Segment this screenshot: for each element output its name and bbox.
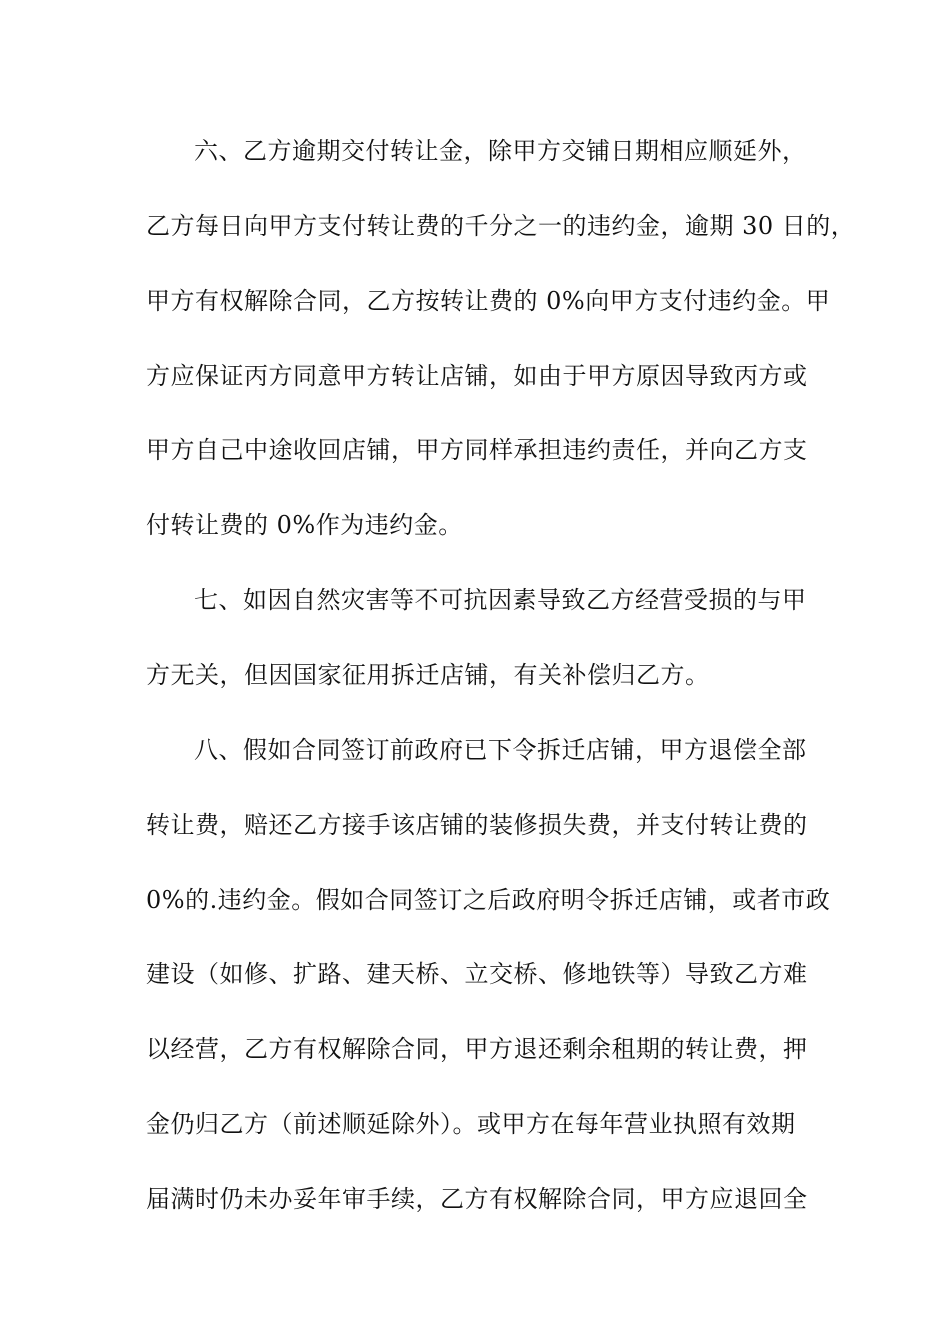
paragraph-8-line-7: 届满时仍未办妥年审手续，乙方有权解除合同，甲方应退回全: [146, 1185, 808, 1213]
paragraph-8-line-3: 0%的.违约金。假如合同签订之后政府明令拆迁店铺，或者市政: [146, 886, 831, 914]
paragraph-7-line-1: 七、如因自然灾害等不可抗因素导致乙方经营受损的与甲: [194, 586, 807, 614]
paragraph-8-line-4: 建设（如修、扩路、建天桥、立交桥、修地铁等）导致乙方难: [146, 960, 808, 988]
paragraph-8-line-2: 转让费，赔还乙方接手该店铺的装修损失费，并支付转让费的: [146, 811, 808, 839]
paragraph-6-line-2: 乙方每日向甲方支付转让费的千分之一的违约金，逾期 30 日的，: [146, 212, 856, 240]
paragraph-6-line-6: 付转让费的 0%作为违约金。: [146, 511, 463, 539]
paragraph-6-line-4: 方应保证丙方同意甲方转让店铺，如由于甲方原因导致丙方或: [146, 362, 808, 390]
paragraph-8-line-6: 金仍归乙方（前述顺延除外）。或甲方在每年营业执照有效期: [146, 1110, 796, 1138]
paragraph-8-line-1: 八、假如合同签订前政府已下令拆迁店铺，甲方退偿全部: [194, 736, 807, 764]
paragraph-6-line-1: 六、乙方逾期交付转让金，除甲方交铺日期相应顺延外，: [194, 137, 807, 165]
paragraph-8-line-5: 以经营，乙方有权解除合同，甲方退还剩余租期的转让费，押: [146, 1035, 808, 1063]
paragraph-7-line-2: 方无关，但因国家征用拆迁店铺，有关补偿归乙方。: [146, 661, 710, 689]
paragraph-6-line-5: 甲方自己中途收回店铺，甲方同样承担违约责任，并向乙方支: [146, 436, 808, 464]
paragraph-6-line-3: 甲方有权解除合同，乙方按转让费的 0%向甲方支付违约金。甲: [146, 287, 831, 315]
